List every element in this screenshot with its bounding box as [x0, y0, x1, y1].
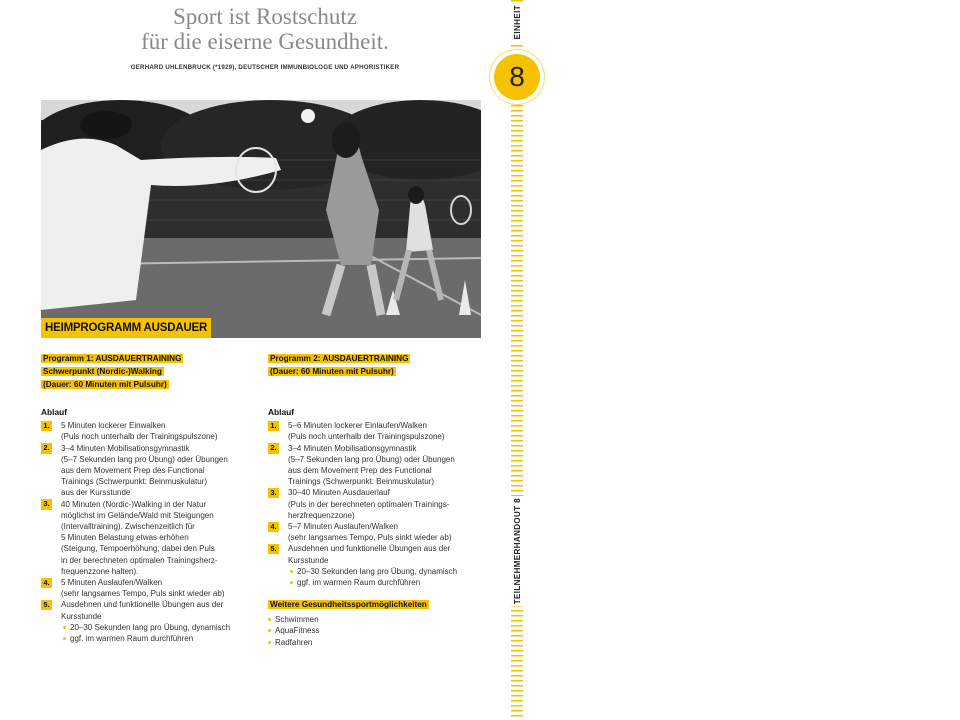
step-line: Trainings (Schwerpunkt: Beinmuskulatur) [288, 477, 434, 487]
step-line: aus der Kursstunde [61, 488, 131, 498]
more-sports-item: Schwimmen [268, 614, 483, 625]
step-line: (Puls noch unterhalb der Trainingspulszone) [288, 432, 445, 442]
quote-text [100, 4, 430, 54]
program-1-step [41, 499, 256, 577]
step-line: Kursstunde [61, 611, 102, 621]
program-1-ablauf-heading: Ablauf [41, 407, 68, 417]
step-number: 1. [268, 421, 279, 432]
unit-label [510, 2, 524, 42]
program-1-duration: (Dauer: 60 Minuten mit Pulsuhr) [43, 380, 167, 389]
step-line: 5–6 Minuten lockerer Einlaufen/Walken [288, 421, 427, 431]
step-number: 3. [268, 488, 279, 499]
program-1-sub-bullet: 20–30 Sekunden lang pro Übung, dynamisch [41, 622, 256, 633]
program-1-title: Programm 1: AUSDAUERTRAINING [43, 354, 182, 363]
more-sports-item: Radfahren [268, 637, 483, 648]
program-2-step [268, 420, 483, 442]
program-2-column [268, 352, 483, 648]
step-line: (sehr langsames Tempo, Puls sinkt wieder ab) [61, 589, 225, 599]
step-line: aus dem Movement Prep des Functional [288, 466, 432, 476]
step-line: 5 Minuten Auslaufen/Walken [61, 578, 163, 588]
program-2-step [268, 521, 483, 543]
step-line: herzfrequenzzone) [288, 510, 355, 520]
program-2-step [268, 443, 483, 488]
unit-number-badge: 8 [494, 54, 540, 100]
step-number: 4. [41, 578, 52, 589]
quote-author: GERHARD UHLENBRUCK (*1929), DEUTSCHER IMMUNBIOLOGE UND APHORISTIKER [130, 64, 400, 71]
tennis-training-photo [41, 100, 481, 338]
step-line: 30–40 Minuten Ausdauerlauf [288, 488, 390, 498]
step-line: 3–4 Minuten Mobilisationsgymnastik [61, 443, 190, 453]
step-line: (Puls in der berechneten optimalen Trainings- [288, 499, 450, 509]
step-line: (sehr langsames Tempo, Puls sinkt wieder ab) [288, 533, 452, 543]
program-1-heading [41, 352, 256, 391]
step-number: 5. [268, 544, 279, 555]
step-line: (Steigung, Tempoerhöhung, dabei den Puls [61, 544, 215, 554]
program-2-duration: (Dauer: 60 Minuten mit Pulsuhr) [270, 367, 394, 376]
photo-illustration [41, 100, 481, 338]
step-line: (5–7 Sekunden lang pro Übung) oder Übungen [61, 454, 228, 464]
more-sports-item: AquaFitness [268, 625, 483, 636]
step-number: 2. [41, 443, 52, 454]
unit-label-text: EINHEIT [512, 4, 522, 40]
program-2-title: Programm 2: AUSDAUERTRAINING [270, 354, 409, 363]
program-1-step [41, 420, 256, 442]
program-1-step [41, 443, 256, 499]
step-line: Ausdehnen und funktionelle Übungen aus der [61, 600, 224, 610]
program-2-ablauf-heading: Ablauf [268, 407, 295, 417]
program-1-step [41, 577, 256, 599]
step-line: Ausdehnen und funktionelle Übungen aus der [288, 544, 451, 554]
step-number: 5. [41, 600, 52, 611]
step-line: (Puls noch unterhalb der Trainingspulszone) [61, 432, 218, 442]
program-1-column [41, 352, 256, 644]
step-line: 5 Minuten lockerer Einwalken [61, 421, 166, 431]
step-line: 3–4 Minuten Mobilisationsgymnastik [288, 443, 417, 453]
program-1-step [41, 599, 256, 621]
step-line: Kursstunde [288, 555, 329, 565]
step-number: 1. [41, 421, 52, 432]
program-2-step [268, 543, 483, 565]
more-sports-heading [268, 598, 483, 611]
step-line: Trainings (Schwerpunkt: Beinmuskulatur) [61, 477, 207, 487]
step-line: 40 Minuten (Nordic-)Walking in der Natur [61, 499, 207, 509]
program-2-heading [268, 352, 483, 378]
step-line: (Intervalltraining). Zwischenzeitlich für [61, 522, 195, 532]
photo-caption: HEIMPROGRAMM AUSDAUER [41, 318, 211, 338]
step-number: 2. [268, 443, 279, 454]
quote-line-1: Sport ist Rostschutz [172, 4, 357, 29]
step-line: 5–7 Minuten Auslaufen/Walken [288, 522, 398, 532]
program-2-sub-bullet: 20–30 Sekunden lang pro Übung, dynamisch [268, 566, 483, 577]
program-1-focus: Schwerpunkt (Nordic-)Walking [43, 367, 162, 376]
side-ruler [511, 0, 523, 720]
handout-label [510, 496, 524, 606]
step-number: 3. [41, 499, 52, 510]
program-1-sub-bullet: ggf. im warmen Raum durchführen [41, 633, 256, 644]
step-line: 5 Minuten Belastung etwas erhöhen [61, 533, 189, 543]
step-line: aus dem Movement Prep des Functional [61, 466, 205, 476]
step-number: 4. [268, 522, 279, 533]
step-line: frequenzzone halten). [61, 566, 139, 576]
step-line: (5–7 Sekunden lang pro Übung) oder Übungen [288, 454, 455, 464]
handout-label-text: TEILNEHMERHANDOUT 8 [512, 497, 522, 605]
program-2-step [268, 487, 483, 521]
step-line: möglichst im Gelände/Wald mit Steigungen [61, 510, 214, 520]
quote-line-2: für die eiserne Gesundheit. [141, 29, 389, 54]
more-sports-title: Weitere Gesundheitssportmöglichkeiten [270, 600, 427, 610]
step-line: in der berechneten optimalen Trainingsherz- [61, 555, 218, 565]
program-2-sub-bullet: ggf. im warmen Raum durchführen [268, 577, 483, 588]
